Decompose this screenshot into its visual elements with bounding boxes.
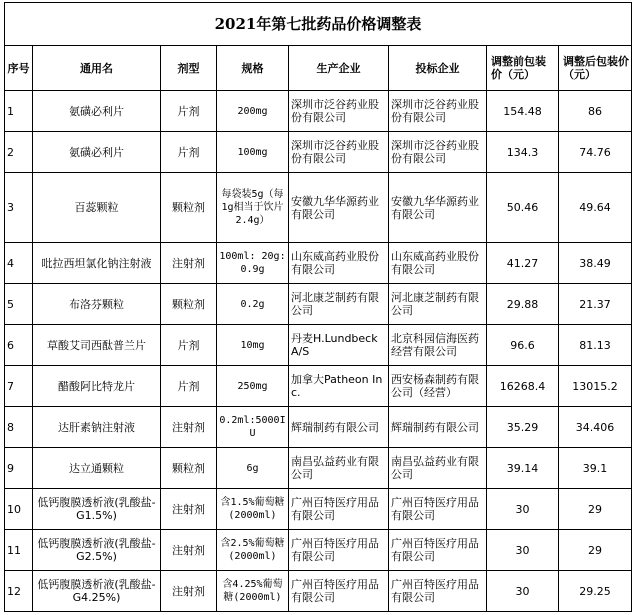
cell-dosage-form: 注射剂 bbox=[161, 530, 217, 571]
table-row bbox=[5, 448, 632, 489]
cell-price-after: 29 bbox=[559, 530, 632, 571]
cell-spec: 0.2g bbox=[217, 284, 289, 325]
table-row bbox=[5, 325, 632, 366]
cell-generic-name: 氨磺必利片 bbox=[33, 132, 161, 173]
cell-price-before: 16268.4 bbox=[487, 366, 559, 407]
header-spec: 规格 bbox=[217, 46, 289, 91]
cell-price-after: 29 bbox=[559, 489, 632, 530]
cell-price-after: 39.1 bbox=[559, 448, 632, 489]
table-row bbox=[5, 173, 632, 243]
cell-seq: 2 bbox=[5, 132, 33, 173]
cell-manufacturer: 广州百特医疗用品有限公司 bbox=[289, 489, 389, 530]
cell-price-before: 96.6 bbox=[487, 325, 559, 366]
cell-dosage-form: 颗粒剂 bbox=[161, 173, 217, 243]
cell-seq: 5 bbox=[5, 284, 33, 325]
cell-bidder: 南昌弘益药业有限公司 bbox=[389, 448, 487, 489]
cell-dosage-form: 片剂 bbox=[161, 91, 217, 132]
cell-spec: 250mg bbox=[217, 366, 289, 407]
cell-price-after: 86 bbox=[559, 91, 632, 132]
cell-seq: 7 bbox=[5, 366, 33, 407]
cell-manufacturer: 丹麦H.Lundbeck A/S bbox=[289, 325, 389, 366]
cell-seq: 11 bbox=[5, 530, 33, 571]
cell-price-after: 34.406 bbox=[559, 407, 632, 448]
cell-dosage-form: 注射剂 bbox=[161, 489, 217, 530]
cell-spec: 每袋装5g（每1g相当于饮片2.4g） bbox=[217, 173, 289, 243]
cell-seq: 10 bbox=[5, 489, 33, 530]
cell-price-before: 41.27 bbox=[487, 243, 559, 284]
cell-bidder: 辉瑞制药有限公司 bbox=[389, 407, 487, 448]
cell-spec: 200mg bbox=[217, 91, 289, 132]
cell-dosage-form: 片剂 bbox=[161, 132, 217, 173]
cell-dosage-form: 注射剂 bbox=[161, 407, 217, 448]
cell-dosage-form: 注射剂 bbox=[161, 571, 217, 612]
cell-manufacturer: 河北康芝制药有限公司 bbox=[289, 284, 389, 325]
table-row bbox=[5, 530, 632, 571]
cell-spec: 6g bbox=[217, 448, 289, 489]
cell-price-before: 39.14 bbox=[487, 448, 559, 489]
cell-price-after: 38.49 bbox=[559, 243, 632, 284]
cell-spec: 0.2ml:5000IU bbox=[217, 407, 289, 448]
cell-generic-name: 低钙腹膜透析液(乳酸盐-G4.25%) bbox=[33, 571, 161, 612]
cell-bidder: 河北康芝制药有限公司 bbox=[389, 284, 487, 325]
cell-price-before: 30 bbox=[487, 489, 559, 530]
table-row bbox=[5, 407, 632, 448]
cell-generic-name: 低钙腹膜透析液(乳酸盐-G2.5%) bbox=[33, 530, 161, 571]
cell-price-after: 13015.2 bbox=[559, 366, 632, 407]
cell-seq: 6 bbox=[5, 325, 33, 366]
cell-price-before: 30 bbox=[487, 571, 559, 612]
cell-seq: 3 bbox=[5, 173, 33, 243]
cell-manufacturer: 安徽九华华源药业有限公司 bbox=[289, 173, 389, 243]
cell-bidder: 北京科园信海医药经营有限公司 bbox=[389, 325, 487, 366]
cell-generic-name: 布洛芬颗粒 bbox=[33, 284, 161, 325]
cell-price-before: 29.88 bbox=[487, 284, 559, 325]
cell-bidder: 深圳市泛谷药业股份有限公司 bbox=[389, 132, 487, 173]
header-manufacturer: 生产企业 bbox=[289, 46, 389, 91]
header-price-after: 调整后包装价（元） bbox=[559, 46, 632, 91]
cell-dosage-form: 颗粒剂 bbox=[161, 448, 217, 489]
cell-spec: 10mg bbox=[217, 325, 289, 366]
cell-manufacturer: 辉瑞制药有限公司 bbox=[289, 407, 389, 448]
cell-bidder: 山东威高药业股份有限公司 bbox=[389, 243, 487, 284]
cell-price-after: 29.25 bbox=[559, 571, 632, 612]
price-adjustment-table bbox=[4, 2, 632, 612]
cell-generic-name: 氨磺必利片 bbox=[33, 91, 161, 132]
cell-dosage-form: 片剂 bbox=[161, 325, 217, 366]
table-row bbox=[5, 366, 632, 407]
cell-manufacturer: 南昌弘益药业有限公司 bbox=[289, 448, 389, 489]
header-row bbox=[5, 46, 632, 91]
cell-price-before: 154.48 bbox=[487, 91, 559, 132]
cell-dosage-form: 片剂 bbox=[161, 366, 217, 407]
cell-dosage-form: 注射剂 bbox=[161, 243, 217, 284]
table-row bbox=[5, 284, 632, 325]
cell-spec: 100ml: 20g: 0.9g bbox=[217, 243, 289, 284]
cell-spec: 含1.5%葡萄糖(2000ml) bbox=[217, 489, 289, 530]
table-row bbox=[5, 91, 632, 132]
header-bidder: 投标企业 bbox=[389, 46, 487, 91]
cell-manufacturer: 深圳市泛谷药业股份有限公司 bbox=[289, 132, 389, 173]
cell-manufacturer: 广州百特医疗用品有限公司 bbox=[289, 571, 389, 612]
cell-generic-name: 吡拉西坦氯化钠注射液 bbox=[33, 243, 161, 284]
table-row bbox=[5, 571, 632, 612]
header-seq: 序号 bbox=[5, 46, 33, 91]
cell-price-before: 30 bbox=[487, 530, 559, 571]
cell-manufacturer: 深圳市泛谷药业股份有限公司 bbox=[289, 91, 389, 132]
cell-seq: 12 bbox=[5, 571, 33, 612]
cell-spec: 含2.5%葡萄糖(2000ml) bbox=[217, 530, 289, 571]
cell-spec: 100mg bbox=[217, 132, 289, 173]
cell-price-before: 50.46 bbox=[487, 173, 559, 243]
header-dosage-form: 剂型 bbox=[161, 46, 217, 91]
cell-price-before: 134.3 bbox=[487, 132, 559, 173]
cell-price-after: 49.64 bbox=[559, 173, 632, 243]
table-row bbox=[5, 132, 632, 173]
table-title: 2021年第七批药品价格调整表 bbox=[5, 3, 632, 46]
cell-manufacturer: 加拿大Patheon Inc. bbox=[289, 366, 389, 407]
cell-spec: 含4.25%葡萄糖(2000ml) bbox=[217, 571, 289, 612]
cell-price-before: 35.29 bbox=[487, 407, 559, 448]
table-row bbox=[5, 243, 632, 284]
cell-bidder: 深圳市泛谷药业股份有限公司 bbox=[389, 91, 487, 132]
cell-seq: 4 bbox=[5, 243, 33, 284]
cell-generic-name: 草酸艾司西酞普兰片 bbox=[33, 325, 161, 366]
cell-generic-name: 醋酸阿比特龙片 bbox=[33, 366, 161, 407]
cell-bidder: 广州百特医疗用品有限公司 bbox=[389, 530, 487, 571]
cell-generic-name: 达肝素钠注射液 bbox=[33, 407, 161, 448]
cell-generic-name: 达立通颗粒 bbox=[33, 448, 161, 489]
cell-bidder: 西安杨森制药有限公司（经营） bbox=[389, 366, 487, 407]
table-row bbox=[5, 489, 632, 530]
cell-generic-name: 百蕊颗粒 bbox=[33, 173, 161, 243]
cell-bidder: 广州百特医疗用品有限公司 bbox=[389, 571, 487, 612]
cell-price-after: 74.76 bbox=[559, 132, 632, 173]
cell-price-after: 21.37 bbox=[559, 284, 632, 325]
cell-bidder: 安徽九华华源药业有限公司 bbox=[389, 173, 487, 243]
header-price-before: 调整前包装价（元） bbox=[487, 46, 559, 91]
cell-manufacturer: 广州百特医疗用品有限公司 bbox=[289, 530, 389, 571]
header-generic-name: 通用名 bbox=[33, 46, 161, 91]
cell-manufacturer: 山东威高药业股份有限公司 bbox=[289, 243, 389, 284]
cell-price-after: 81.13 bbox=[559, 325, 632, 366]
cell-seq: 9 bbox=[5, 448, 33, 489]
cell-bidder: 广州百特医疗用品有限公司 bbox=[389, 489, 487, 530]
cell-seq: 1 bbox=[5, 91, 33, 132]
cell-seq: 8 bbox=[5, 407, 33, 448]
cell-dosage-form: 颗粒剂 bbox=[161, 284, 217, 325]
cell-generic-name: 低钙腹膜透析液(乳酸盐-G1.5%) bbox=[33, 489, 161, 530]
